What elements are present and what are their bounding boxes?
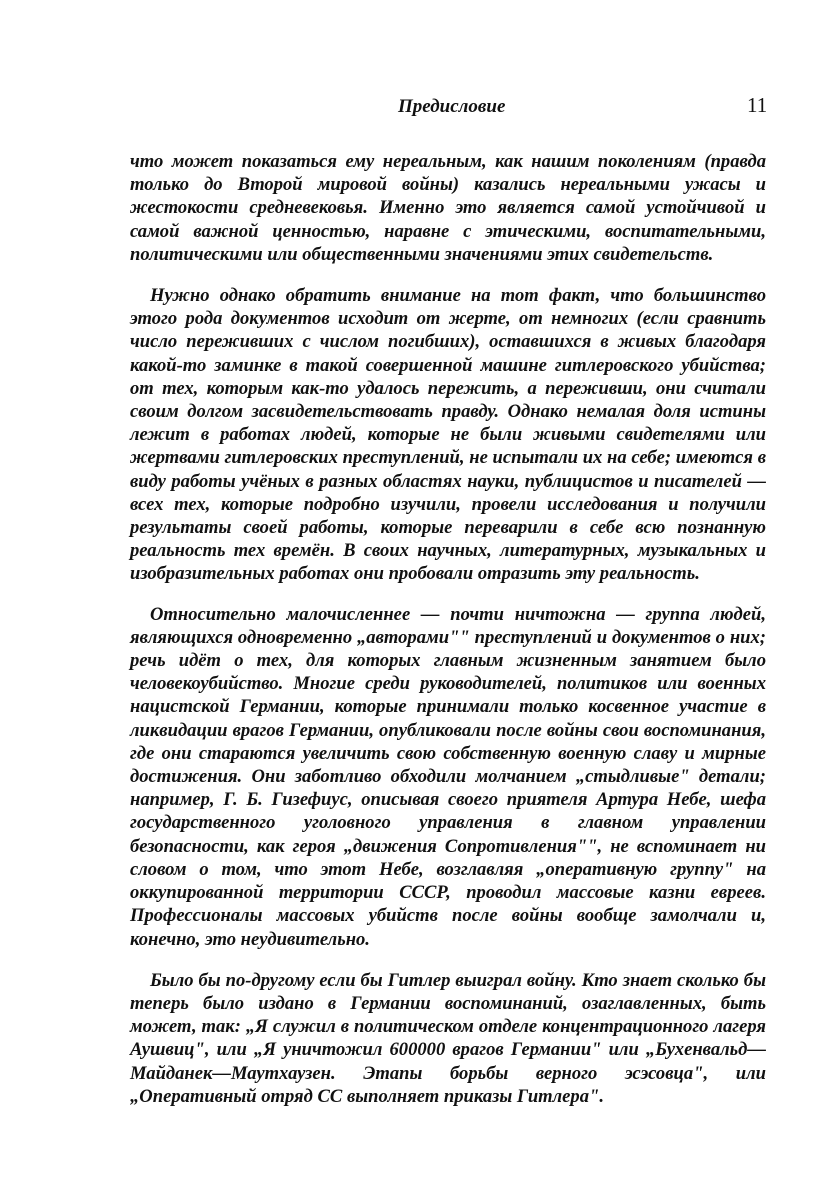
body-text (130, 150, 766, 1108)
running-title: Предисловие (398, 96, 506, 117)
paragraph-2: Нужно однако обратить внимание на тот факт, что большинство этого рода документов исходит от жерте, от немногих (если сравнить число переживших с числом погибших), оставшихся в живых благодаря какой-то заминке в такой совершенной машине гитлеровского убийства; от тех, которым как-то удалось пережить, а переживши, они считали своим долгом засвидетельствовать правду. Однако немалая доля истины лежит в работах людей, которые не были живыми свидетелями или жертвами гитлеровских преступлений, не испытали их на себе; имеются в виду работы учёных в разных областях науки, публицистов и писателей — всех тех, которые подробно изучили, провели исследования и получили результаты своей работы, которые переварили в себе всю познанную реальность тех времён. В своих научных, литературных, музыкальных и изобразительных работах они пробовали отразить эту реальность. (130, 285, 766, 585)
paragraph-4: Было бы по-другому если бы Гитлер выиграл войну. Кто знает сколько бы теперь было издано в Германии воспоминаний, озаглавленных, быть может, так: „Я служил в политическом отделе концентрационного лагеря Аушвиц", или „Я уничтожил 600000 врагов Германии" или „Бухенвальд—Майданек—Маутхаузен. Этапы борьбы верного эсэсовца", или „Оперативный отряд СС выполняет приказы Гитлера". (130, 969, 766, 1107)
paragraph-3: Относительно малочисленнее — почти ничтожна — группа людей, являющихся одновременно „авторами"" преступлений и документов о них; речь идёт о тех, для которых главным жизненным занятием было человекоубийство. Многие среди руководителей, политиков или военных нацистской Германии, которые принимали только косвенное участие в ликвидации врагов Германии, опубликовали после войны свои воспоминания, где они стараются увеличить свою собственную военную славу и мирные достижения. Они заботливо обходили молчанием „стыдливые" детали; например, Г. Б. Гизефиус, описывая своего приятеля Артура Небе, шефа государственного уголовного управления в главном управлении безопасности, как героя „движения Сопротивления"", не вспоминает ни словом о том, что этот Небе, возглавляя „оперативную группу" на оккупированной территории СССР, проводил массовые казни евреев. Профессионалы массовых убийств после войны вообще замолчали и, конечно, это неудивительно. (130, 603, 766, 950)
paragraph-1: что может показаться ему нереальным, как нашим поколениям (правда только до Второй мировой войны) казались нереальными ужасы и жестокости средневековья. Именно это является самой устойчивой и самой важной ценностью, наравне с этическими, воспитательными, политическими или общественными значениями этих свидетельств. (130, 151, 766, 265)
page-number: 11 (747, 93, 768, 117)
